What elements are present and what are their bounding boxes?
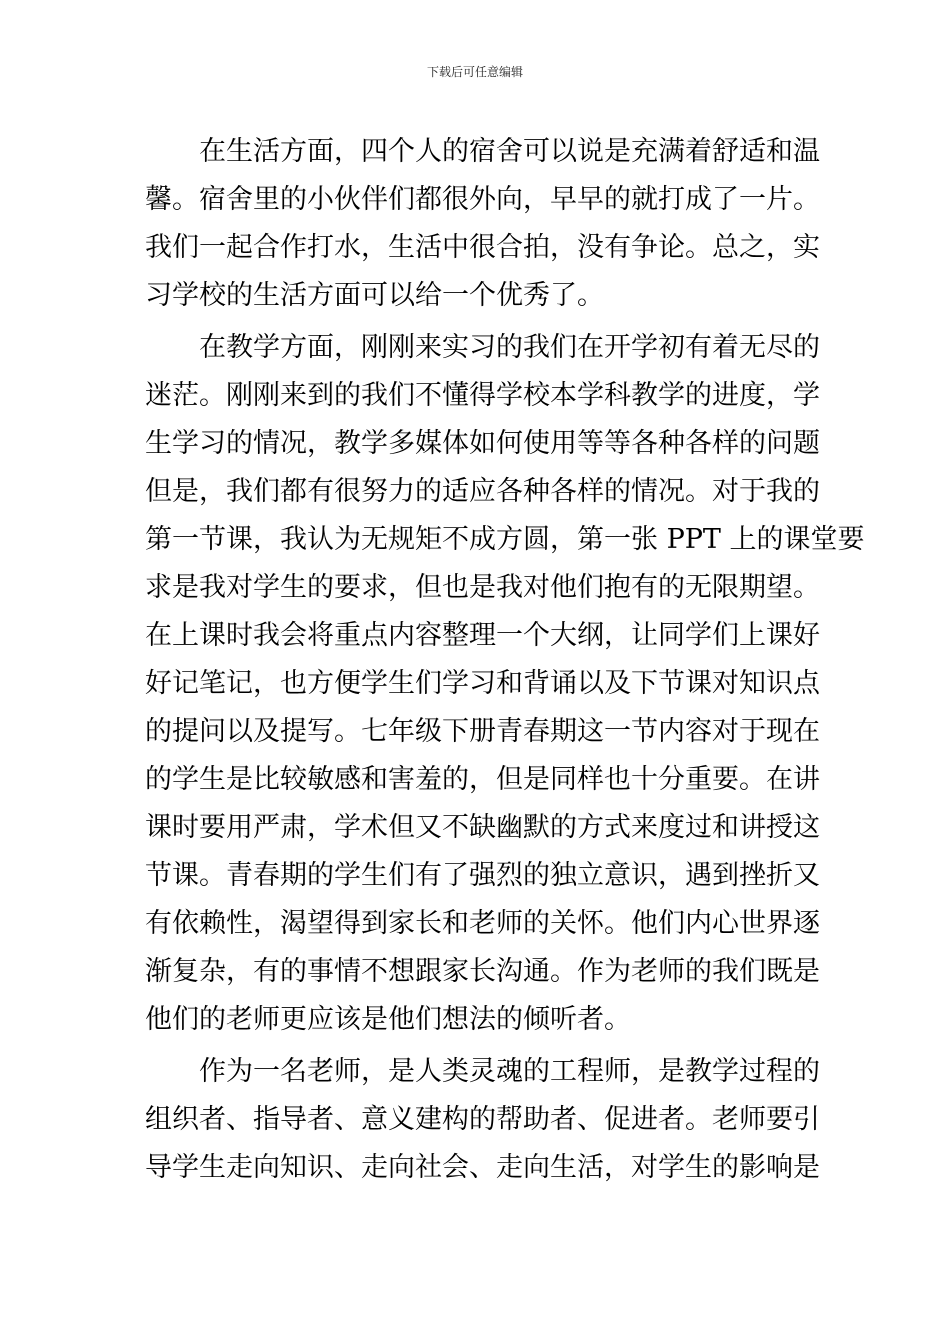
- text-line: 生学习的情况，教学多媒体如何使用等等各种各样的问题: [145, 428, 820, 459]
- text-line: 好记笔记，也方便学生们学习和背诵以及下节课对知识点: [145, 668, 820, 699]
- paragraph-teacher-role: [145, 1048, 820, 1192]
- text-line: 我们一起合作打水，生活中很合拍，没有争论。总之，实: [145, 232, 820, 263]
- text-line: 第一节课，我认为无规矩不成方圆，第一张 PPT 上的课堂要: [145, 524, 865, 555]
- text-line: 习学校的生活方面可以给一个优秀了。: [145, 280, 604, 311]
- text-line: 渐复杂，有的事情不想跟家长沟通。作为老师的我们既是: [145, 956, 820, 987]
- text-line: 在上课时我会将重点内容整理一个大纲，让同学们上课好: [145, 620, 820, 651]
- text-line: 导学生走向知识、走向社会、走向生活，对学生的影响是: [145, 1152, 820, 1183]
- text-line: 迷茫。刚刚来到的我们不懂得学校本学科教学的进度，学: [145, 380, 820, 411]
- text-line: 组织者、指导者、意义建构的帮助者、促进者。老师要引: [145, 1104, 820, 1135]
- page-header: 下载后可任意编辑: [426, 65, 523, 79]
- text-line: 馨。宿舍里的小伙伴们都很外向，早早的就打成了一片。: [145, 184, 820, 215]
- paragraph-teaching: [145, 324, 865, 1044]
- text-line: 有依赖性，渴望得到家长和老师的关怀。他们内心世界逐: [145, 908, 820, 939]
- document-body: [145, 128, 865, 1192]
- text-line: 的提问以及提写。七年级下册青春期这一节内容对于现在: [145, 716, 820, 747]
- paragraph-life: [145, 128, 820, 320]
- text-line: 他们的老师更应该是他们想法的倾听者。: [145, 1004, 631, 1035]
- text-line: 在生活方面，四个人的宿舍可以说是充满着舒适和温: [199, 136, 820, 167]
- text-line: 在教学方面，刚刚来实习的我们在开学初有着无尽的: [199, 332, 820, 363]
- text-line: 求是我对学生的要求，但也是我对他们抱有的无限期望。: [145, 572, 820, 603]
- text-line: 作为一名老师，是人类灵魂的工程师，是教学过程的: [199, 1056, 820, 1087]
- text-line: 节课。青春期的学生们有了强烈的独立意识，遇到挫折又: [145, 860, 820, 891]
- text-line: 课时要用严肃，学术但又不缺幽默的方式来度过和讲授这: [145, 812, 820, 843]
- text-line: 的学生是比较敏感和害羞的，但是同样也十分重要。在讲: [145, 764, 820, 795]
- text-line: 但是，我们都有很努力的适应各种各样的情况。对于我的: [145, 476, 820, 507]
